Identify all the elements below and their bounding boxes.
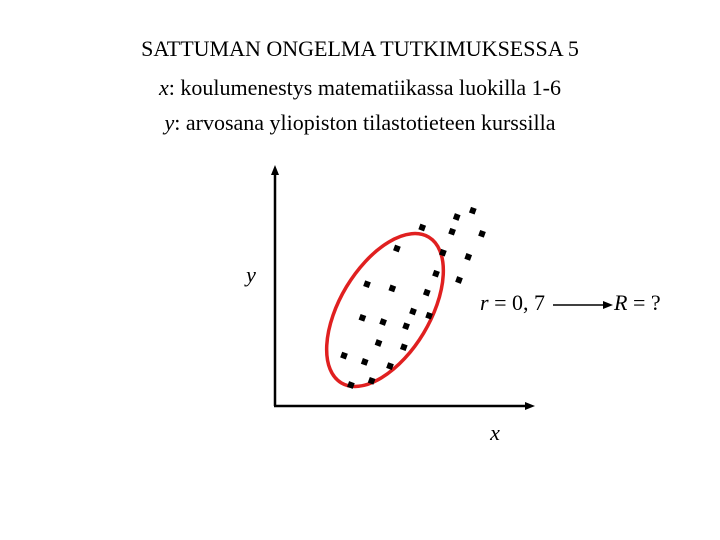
data-point bbox=[469, 207, 477, 215]
data-point bbox=[402, 322, 410, 330]
data-point bbox=[432, 270, 440, 278]
data-point bbox=[375, 339, 383, 347]
data-point bbox=[464, 253, 472, 261]
data-point bbox=[400, 343, 408, 351]
R-value: = ? bbox=[627, 290, 661, 315]
data-point bbox=[478, 230, 486, 238]
data-point bbox=[455, 276, 463, 284]
data-point bbox=[393, 245, 401, 253]
data-point bbox=[359, 314, 367, 322]
r-symbol: r bbox=[480, 290, 489, 315]
data-point bbox=[423, 289, 431, 297]
data-point bbox=[379, 318, 387, 326]
r-value: = 0, 7 bbox=[488, 290, 545, 315]
data-point bbox=[418, 224, 426, 232]
r-value-label bbox=[480, 290, 545, 315]
page-title: SATTUMAN ONGELMA TUTKIMUKSESSA 5 bbox=[141, 36, 579, 61]
x-axis-label: x bbox=[490, 420, 500, 445]
y-variable-text: : arvosana yliopiston tilastotieteen kurssilla bbox=[174, 110, 556, 135]
data-point bbox=[388, 285, 396, 293]
data-point bbox=[363, 280, 371, 288]
x-variable-symbol: x bbox=[158, 75, 169, 100]
data-point bbox=[409, 308, 417, 316]
y-variable-symbol: y bbox=[164, 110, 175, 135]
R-value-label bbox=[613, 290, 661, 315]
data-point bbox=[361, 358, 369, 366]
data-point bbox=[340, 352, 348, 360]
data-point bbox=[448, 228, 456, 236]
y-axis-label: y bbox=[246, 262, 256, 287]
x-variable-text: : koulumenestys matematiikassa luokilla 1-6 bbox=[168, 75, 562, 100]
correlation-ellipse bbox=[303, 214, 468, 406]
data-point bbox=[453, 213, 461, 221]
R-symbol: R bbox=[614, 290, 628, 315]
